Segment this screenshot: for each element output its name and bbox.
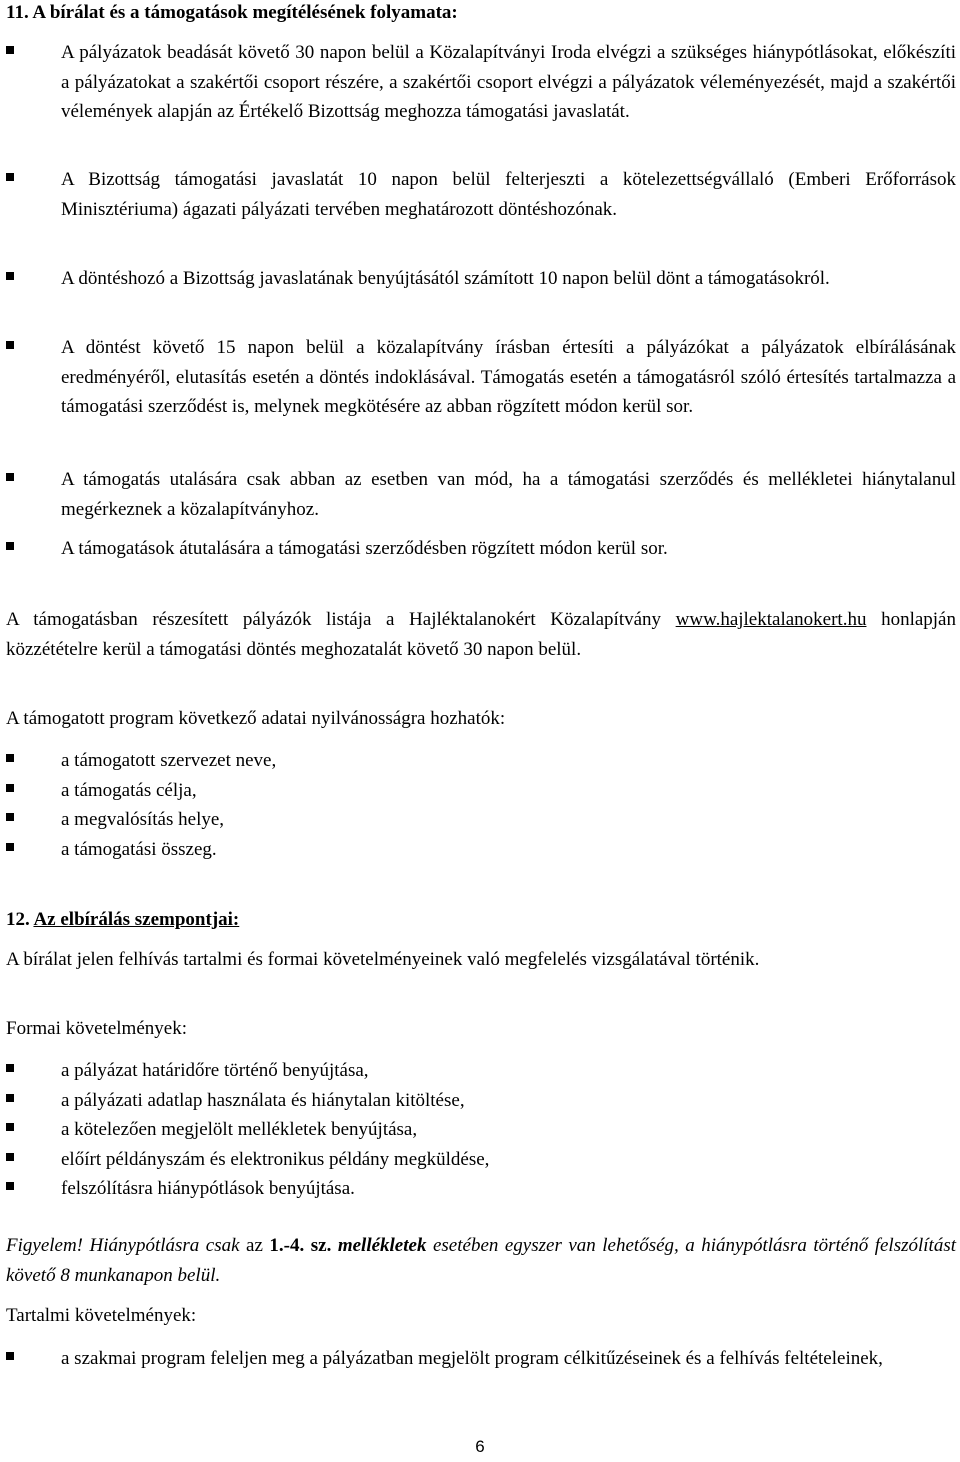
public-data-intro: A támogatott program következő adatai nyilvánosságra hozhatók:: [6, 708, 506, 729]
public-data-list: [6, 746, 956, 864]
list-item: A Bizottság támogatási javaslatát 10 napon belül felterjeszti a kötelezettségvállaló (Emberi Erőforrások Minisztériuma) ágazati pályázati tervében meghatározott döntéshozónak.: [6, 165, 956, 224]
square-bullet-icon: [6, 272, 14, 280]
list-item: a pályázati adatlap használata és hiánytalan kitöltése,: [6, 1086, 956, 1116]
square-bullet-icon: [6, 1094, 14, 1102]
list-item: A döntést követő 15 napon belül a közalapítvány írásban értesíti a pályázókat a pályázatok elbírálásának eredményéről, elutasítás esetén a döntés indoklásával. Támogatás esetén a támogatásról szóló értesítés tartalmazza a támogatási szerződést is, melynek megkötésére az abban rögzített módon kerül sor.: [6, 333, 956, 422]
square-bullet-icon: [6, 843, 14, 851]
list-item: felszólításra hiánypótlások benyújtása.: [6, 1174, 956, 1204]
process-bullet-list-3: [6, 264, 956, 294]
list-item: A döntéshozó a Bizottság javaslatának benyújtásától számított 10 napon belül dönt a támogatásokról.: [6, 264, 956, 294]
square-bullet-icon: [6, 173, 14, 181]
square-bullet-icon: [6, 1123, 14, 1131]
list-item: a kötelezően megjelölt mellékletek benyújtása,: [6, 1115, 956, 1145]
list-item: előírt példányszám és elektronikus példány megküldése,: [6, 1145, 956, 1175]
square-bullet-icon: [6, 813, 14, 821]
square-bullet-icon: [6, 473, 14, 481]
square-bullet-icon: [6, 754, 14, 762]
process-bullet-list-2: [6, 165, 956, 224]
square-bullet-icon: [6, 46, 14, 54]
content-requirements-label: Tartalmi követelmények:: [6, 1305, 197, 1326]
square-bullet-icon: [6, 1352, 14, 1360]
list-item: A támogatások átutalására a támogatási szerződésben rögzített módon kerül sor.: [6, 534, 956, 564]
list-item: a támogatási összeg.: [6, 835, 956, 865]
list-item: a támogatás célja,: [6, 776, 956, 806]
list-item: a támogatott szervezet neve,: [6, 746, 956, 776]
evaluation-intro: A bírálat jelen felhívás tartalmi és formai követelményeinek való megfelelés vizsgálatával történik.: [6, 949, 760, 970]
square-bullet-icon: [6, 542, 14, 550]
square-bullet-icon: [6, 341, 14, 349]
list-item: A támogatás utalására csak abban az esetben van mód, ha a támogatási szerződés és mellékletei hiánytalanul megérkeznek a közalapítványhoz.: [6, 465, 956, 524]
list-item: a pályázat határidőre történő benyújtása,: [6, 1056, 956, 1086]
process-bullet-list-6: [6, 534, 956, 564]
list-item: a megvalósítás helye,: [6, 805, 956, 835]
section-11-heading: 11. A bírálat és a támogatások megítélésének folyamata:: [6, 2, 458, 23]
section-12-heading: 12. Az elbírálás szempontjai:: [6, 909, 240, 930]
square-bullet-icon: [6, 1153, 14, 1161]
content-requirements-list: [6, 1344, 956, 1374]
warning-note: Figyelem! Hiánypótlásra csak az 1.-4. sz. mellékletek esetében egyszer van lehetőség, a hiánypótlásra történő felszólítást követő 8 munkanapon belül.: [6, 1235, 956, 1286]
list-item: A pályázatok beadását követő 30 napon belül a Közalapítványi Iroda elvégzi a szükséges hiánypótlásokat, előkészíti a pályázatokat a szakértői csoport részére, a szakértői csoport elvégzi a pályázatok véleményezését, majd a szakértői vélemények alapján az Értékelő Bizottság meghozza támogatási javaslatát.: [6, 38, 956, 127]
publication-paragraph: A támogatásban részesített pályázók listája a Hajléktalanokért Közalapítvány www.hajlektalanokert.hu honlapján közzétételre kerül a támogatási döntés meghozatalát követő 30 napon belül.: [6, 609, 956, 660]
formal-requirements-label: Formai követelmények:: [6, 1018, 187, 1039]
website-link[interactable]: www.hajlektalanokert.hu: [675, 609, 867, 630]
page-number: 6: [475, 1437, 485, 1456]
list-item: a szakmai program feleljen meg a pályázatban megjelölt program célkitűzéseinek és a felhívás feltételeinek,: [6, 1344, 956, 1374]
square-bullet-icon: [6, 784, 14, 792]
square-bullet-icon: [6, 1064, 14, 1072]
process-bullet-list-5: [6, 465, 956, 524]
square-bullet-icon: [6, 1182, 14, 1190]
process-bullet-list: [6, 38, 956, 127]
formal-requirements-list: [6, 1056, 956, 1204]
process-bullet-list-4: [6, 333, 956, 422]
